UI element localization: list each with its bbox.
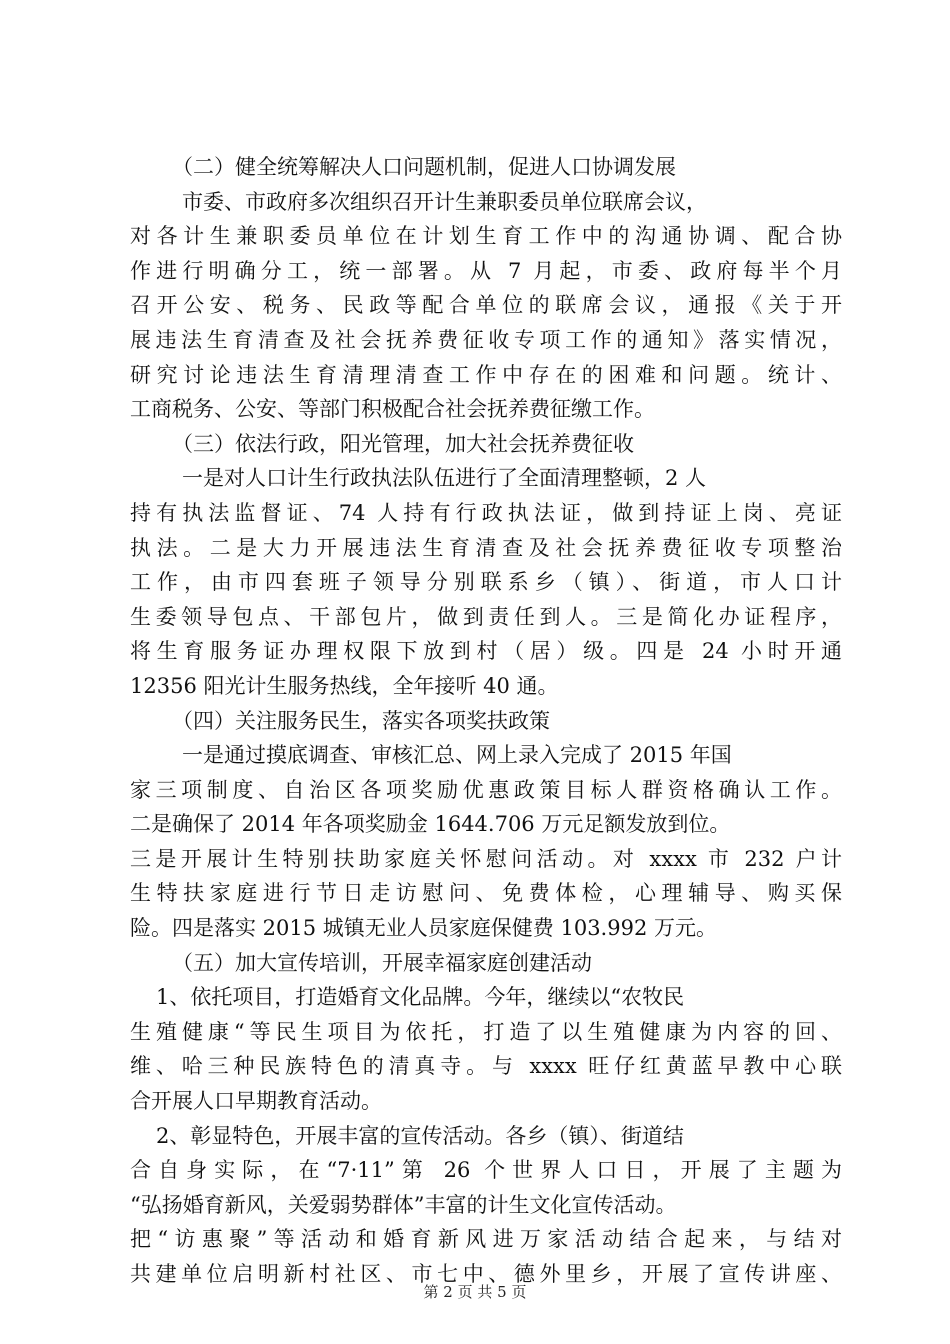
paragraph-line: 研究讨论违法生育清理清查工作中存在的困难和问题。统计、: [130, 362, 842, 387]
paragraph-line: 将生育服务证办理权限下放到村（居）级。四是 24 小时开通: [130, 639, 842, 664]
paragraph-line: 生委领导包点、干部包片，做到责任到人。三是简化办证程序，: [130, 604, 842, 629]
paragraph-line: 合开展人口早期教育活动。: [130, 1089, 382, 1114]
paragraph-line: 1、依托项目，打造婚育文化品牌。今年，继续以“农牧民: [156, 985, 685, 1010]
paragraph-line: 把“访惠聚”等活动和婚育新风进万家活动结合起来，与结对: [130, 1227, 842, 1252]
paragraph-line: 展违法生育清查及社会抚养费征收专项工作的通知》落实情况，: [130, 327, 842, 352]
paragraph-line: 维、哈三种民族特色的清真寺。与 xxxx 旺仔红黄蓝早教中心联: [130, 1054, 842, 1079]
paragraph-line: 市委、市政府多次组织召开计生兼职委员单位联席会议，: [182, 189, 707, 214]
paragraph-line: 工商税务、公安、等部门积极配合社会抚养费征缴工作。: [130, 397, 655, 422]
paragraph-line: 共建单位启明新村社区、市七中、德外里乡，开展了宣传讲座、: [130, 1262, 842, 1286]
paragraph-line: 险。四是落实 2015 城镇无业人员家庭保健费 103.992 万元。: [130, 916, 717, 941]
paragraph-line: 对各计生兼职委员单位在计划生育工作中的沟通协调、配合协: [130, 224, 842, 249]
page-footer: 第 2 页 共 5 页: [423, 1283, 527, 1301]
paragraph-line: 合自身实际，在“7·11”第 26 个世界人口日，开展了主题为: [130, 1158, 842, 1183]
paragraph-line: “弘扬婚育新风，关爱弱势群体”丰富的计生文化宣传活动。: [130, 1192, 677, 1217]
paragraph-line: 生特扶家庭进行节日走访慰问、免费体检，心理辅导、购买保: [130, 881, 842, 906]
paragraph-line: 持有执法监督证、74 人持有行政执法证，做到持证上岗、亮证: [130, 500, 842, 525]
paragraph-line: 二是确保了 2014 年各项奖励金 1644.706 万元足额发放到位。: [130, 812, 731, 837]
paragraph-line: 执法。二是大力开展违法生育清查及社会抚养费征收专项整治: [130, 535, 842, 560]
paragraph-line: 12356 阳光计生服务热线，全年接听 40 通。: [130, 673, 559, 698]
paragraph-line: 一是对人口计生行政执法队伍进行了全面清理整顿，2 人: [182, 466, 707, 491]
paragraph-line: 2、彰显特色，开展丰富的宣传活动。各乡（镇）、街道结: [156, 1123, 684, 1148]
paragraph-line: 三是开展计生特别扶助家庭关怀慰问活动。对 xxxx 市 232 户计: [130, 846, 842, 871]
paragraph-line: 召开公安、税务、民政等配合单位的联席会议，通报《关于开: [130, 293, 842, 318]
paragraph-line: 生殖健康“等民生项目为依托，打造了以生殖健康为内容的回、: [130, 1019, 842, 1044]
paragraph-line: 家三项制度、自治区各项奖励优惠政策目标人群资格确认工作。: [130, 777, 842, 802]
section-heading: （五）加大宣传培训，开展幸福家庭创建活动: [172, 950, 592, 975]
paragraph-line: 一是通过摸底调查、审核汇总、网上录入完成了 2015 年国: [182, 743, 732, 768]
paragraph-line: 作进行明确分工，统一部署。从 7 月起，市委、政府每半个月: [130, 258, 842, 283]
paragraph-line: 工作，由市四套班子领导分别联系乡（镇）、街道，市人口计: [130, 570, 842, 595]
section-heading: （四）关注服务民生，落实各项奖扶政策: [172, 708, 550, 733]
document-body: [130, 150, 842, 1292]
section-heading: （二）健全统筹解决人口问题机制，促进人口协调发展: [172, 155, 676, 179]
section-heading: （三）依法行政，阳光管理，加大社会抚养费征收: [172, 431, 634, 456]
